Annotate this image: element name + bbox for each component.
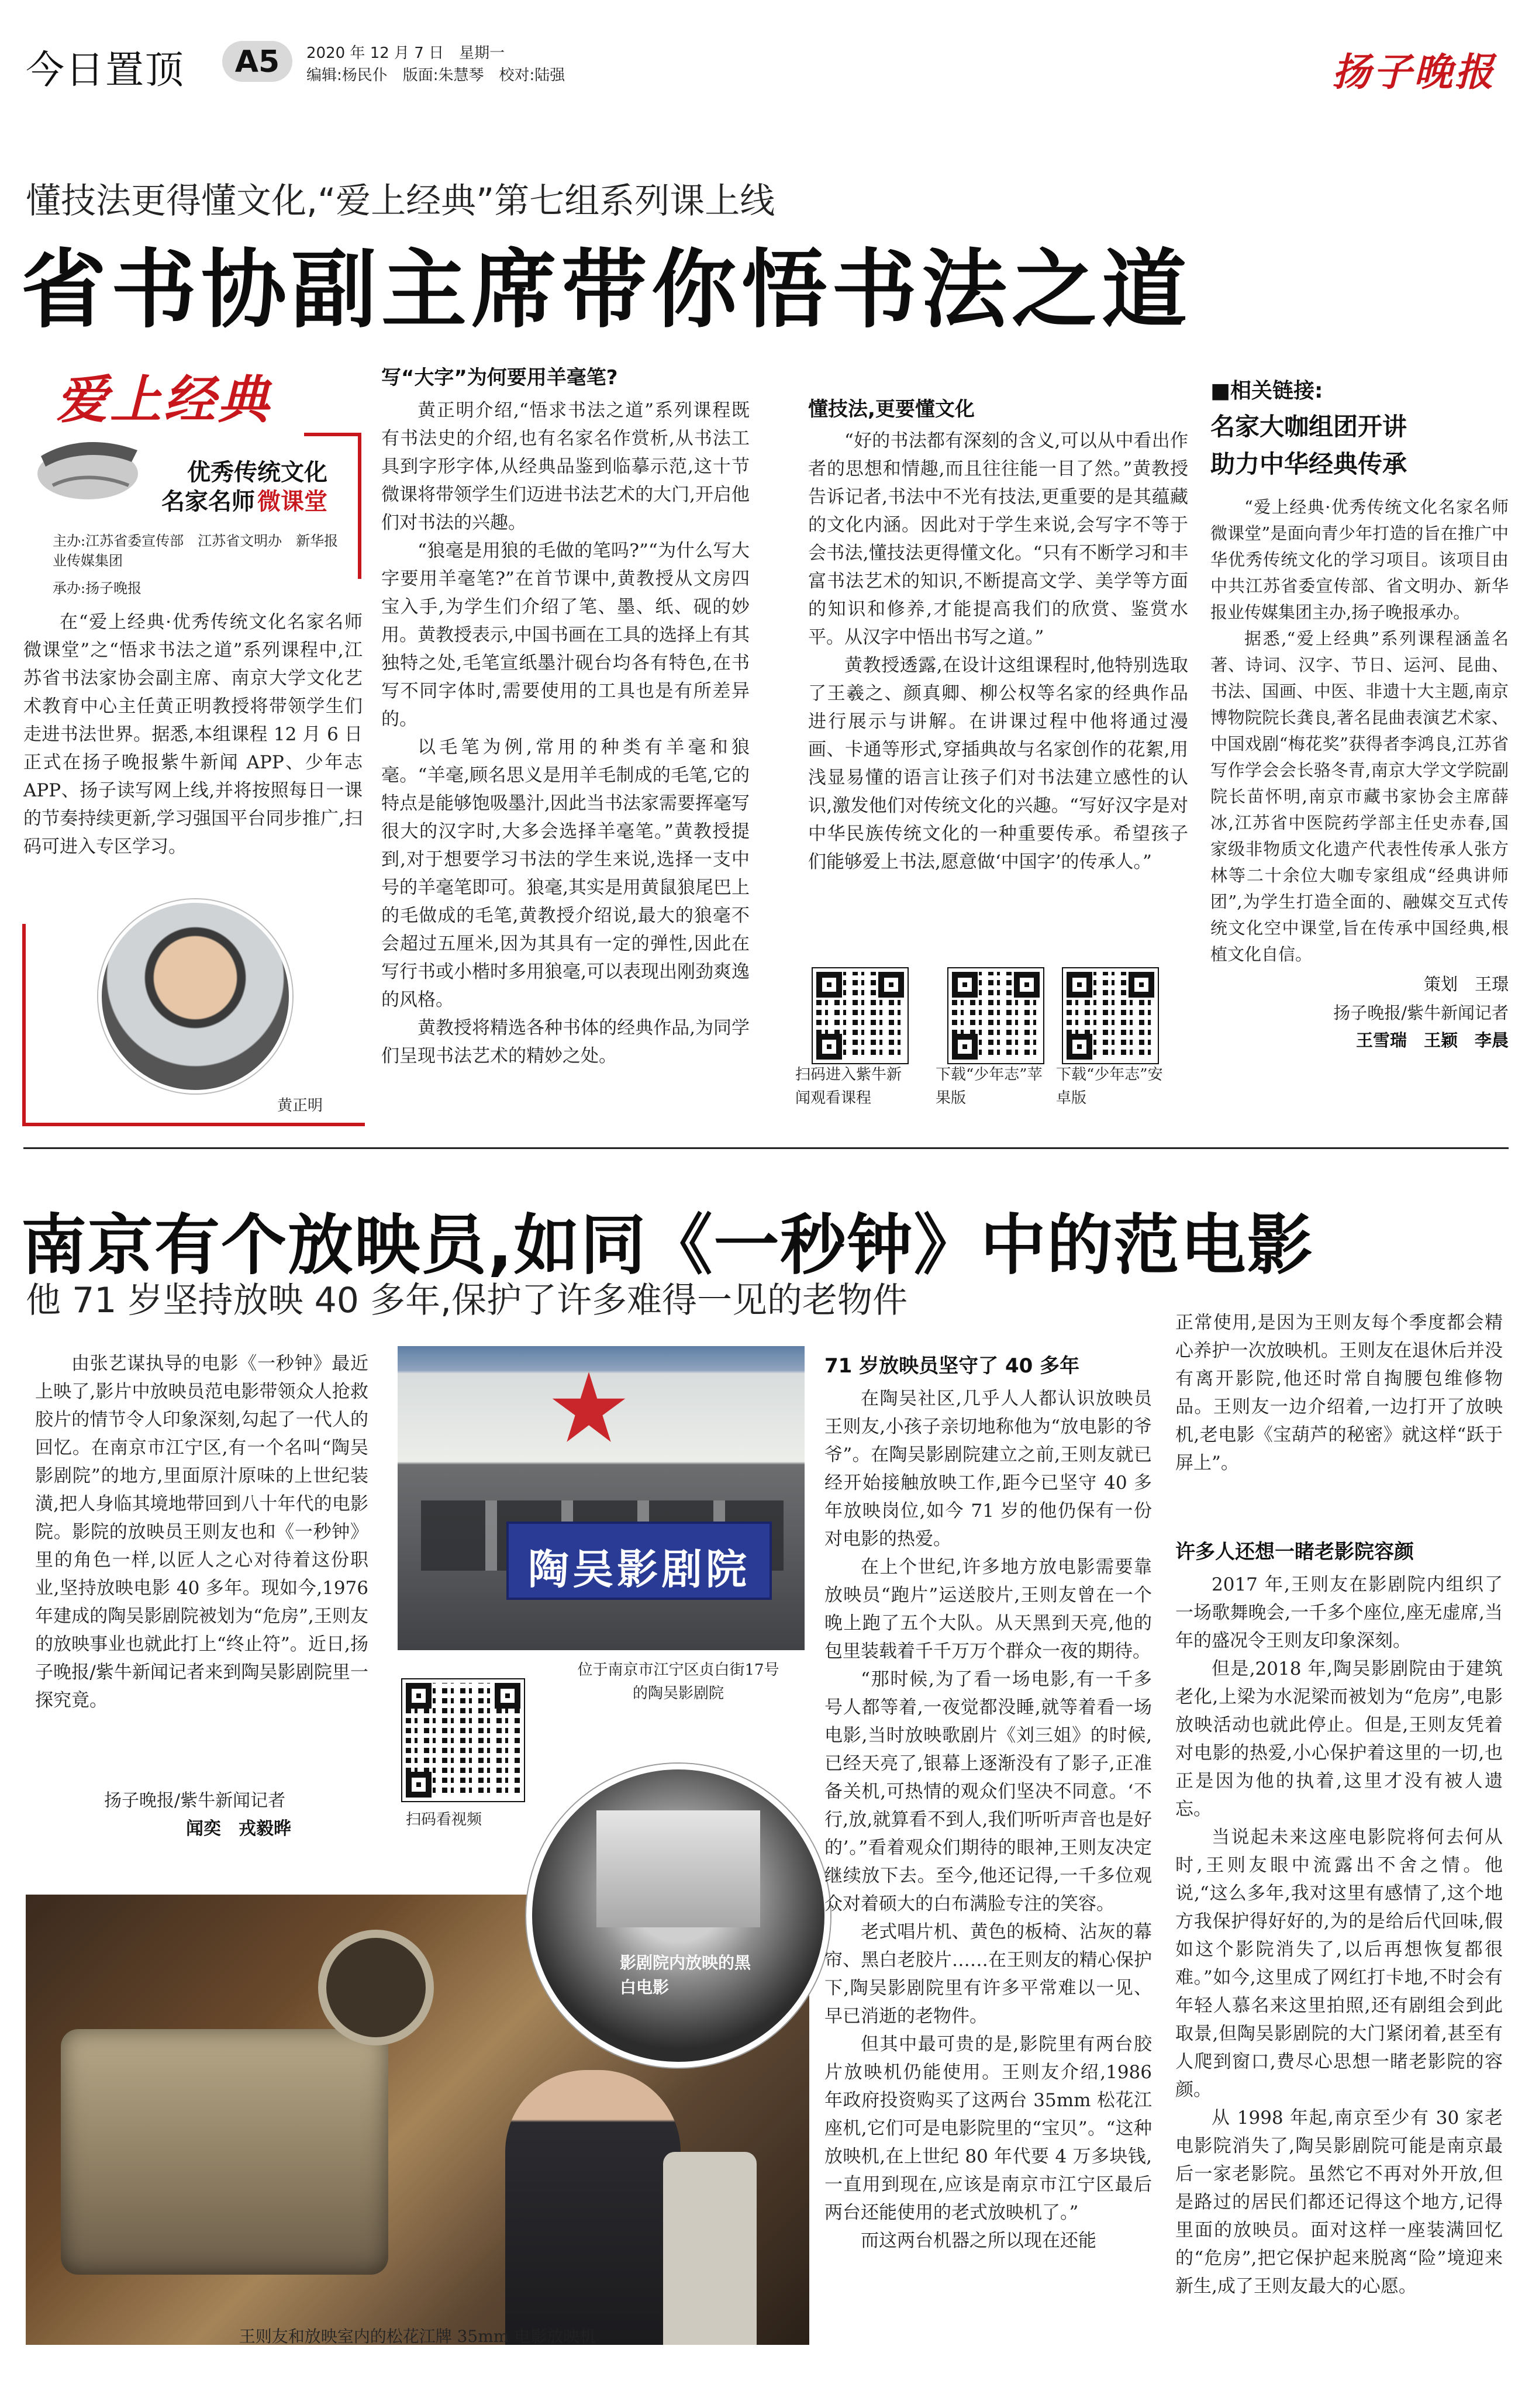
circle-caption: 影剧院内放映的黑白电影 <box>620 1953 751 1997</box>
article2-col3-body: 2017 年,王则友在影剧院内组织了一场歌舞晚会,一千多个座位,座无虚席,当年的盛况令王则友印象深刻。 但是,2018 年,陶吴影剧院由于建筑老化,上梁为水泥梁而被划为“危房”,电影放映活动也就此停止。但是,王则友凭着对电影的热爱,小心保护着这里的一切,也正是因为他的执着,这里才没有被人遗忘。 当说起未来这座电影院将何去何从时,王则友眼中流露出不舍之情。他说,“这么多年,我对这里有感情了,这个地方我保护得好好的,为的是给后代回味,假如这个影院消失了,以后再想恢复都很难。”如今,这里成了网红打卡地,不时会有年轻人慕名来这里拍照,还有剧组会到此取景,但陶吴影剧院的大门紧闭着,甚至有人爬到窗口,费尽心思想一睹老影院的容颜。 从 1998 年起,南京至少有 30 家老电影院消失了,陶吴影剧院可能是南京最后一家老影院。虽然它不再对外开放,但是路过的居民们都还记得这个地方,记得里面的放映员。面对这样一座装满回忆的“危房”,把它保护起来脱离“险”境迎来新生,成了王则友最大的心愿。 <box>1175 1574 1503 2297</box>
projectionist-figure <box>505 2070 681 2345</box>
article2-col2-body: 在陶吴社区,几乎人人都认识放映员王则友,小孩子亲切地称他为“放电影的爷爷”。在陶吴影剧院建立之前,王则友就已经开始接触放映工作,距今已坚守 40 多年放映岗位,如今 71 岁的他仍保有一份对电影的热爱。 在上个世纪,许多地方放电影需要靠放映员“跑片”运送胶片,王则友曾在一个晚上跑了五个大队。从天黑到天亮,他的包里装载着千千万万个群众一夜的期待。 “那时候,为了看一场电影,有一千多号人都等着,一夜觉都没睡,就等着看一场电影,当时放映歌剧片《刘三姐》的时候,已经天亮了,银幕上逐渐没有了影子,正准备关机,可热情的观众们坚决不同意。‘不行,放,就算看不到人,我们听听声音也是好的’。”看着观众们期待的眼神,王则友决定继续放下去。至今,他还记得,一千多位观众对着硕大的白布满脸专注的笑容。 老式唱片机、黄色的板椅、沾灰的幕帘、黑白老胶片……在王则友的精心保护下,陶吴影剧院里有许多平常难以一见、早已消逝的老物件。 但其中最可贵的是,影院里有两台胶片放映机仍能使用。王则友介绍,1986 年政府投资购买了这两台 35mm 松花江座机,它们可是电影院里的“宝贝”。“这种放映机,在上世纪 80 年代要 4 万多块钱,一直用到现在,应该是南京市江宁区最后两台还能使用的老式放映机了。” 而这两台机器之所以现在还能 <box>824 1388 1152 2251</box>
qr-caption-ios: 下载“少年志”苹果版 <box>936 1066 1043 1107</box>
film-screen <box>596 1810 760 1927</box>
qr-video-caption: 扫码看视频 <box>406 1811 482 1829</box>
article1-col3-head: 懂技法,更要懂文化 <box>808 398 975 421</box>
portrait-caption: 黄正明 <box>277 1097 323 1115</box>
qr-code-zniu[interactable] <box>813 968 908 1063</box>
section-title: 今日置顶 <box>26 47 185 92</box>
sidebar-label: ■相关链接: <box>1210 379 1323 403</box>
theater-facade-photo <box>398 1346 805 1650</box>
course-logo-sub2-tag: 微课堂 <box>257 488 327 515</box>
qr-code-video[interactable] <box>402 1679 524 1801</box>
sponsors-line: 主办:江苏省委宣传部 江苏省文明办 新华报业传媒集团 <box>53 533 339 569</box>
sidebar-body: “爱上经典·优秀传统文化名家名师微课堂”是面向青少年打造的旨在推广中华优秀传统文化的学习项目。该项目由中共江苏省委宣传部、省文明办、新华报业传媒集团主办,扬子晚报承办。 据悉,“爱上经典”系列课程涵盖名著、诗词、汉字、节日、运河、昆曲、书法、国画、中医、非遗十大主题,南京博物院院长龚良,著名昆曲表演艺术家、中国戏剧“梅花奖”获得者李鸿良,江苏省写作学会会长骆冬青,南京大学文学院副院长苗怀明,南京市藏书家协会主席薛冰,江苏省中医院药学部主任史赤春,国家级非物质文化遗产代表性传承人张方林等二十余位大咖专家组成“经典讲师团”,为学生打造全面的、融媒交互式传统文化空中课堂,旨在传承中国经典,根植文化自信。 <box>1210 497 1509 964</box>
sidebar-title-2: 助力中华经典传承 <box>1210 450 1407 478</box>
article1-intro: 在“爱上经典·优秀传统文化名家名师微课堂”之“悟求书法之道”系列课程中,江苏省书法家协会副主席、南京大学文化艺术教育中心主任黄正明教授将带领学生们走进书法世界。据悉,本组课程 12 月 6 日正式在扬子晚报紫牛新闻 APP、少年志 APP、扬子读写网上线,并将按照每日一课的节奏持续更新,学习强国平台同步推广,扫码可进入专区学习。 <box>23 612 363 857</box>
qr-caption-android: 下载“少年志”安卓版 <box>1056 1066 1163 1107</box>
course-logo-sub2: 名家名师 <box>161 488 255 515</box>
article1-col3-body: “好的书法都有深刻的含义,可以从中看出作者的思想和情趣,而且往往能一目了然。”黄教授告诉记者,书法中不光有技法,更重要的是其蕴藏的文化内涵。因此对于学生来说,会写字不等于会书法,懂技法更得懂文化。“只有不断学习和丰富书法艺术的知识,不断提高文学、美学等方面的知识和修养,才能提高我们的欣赏、鉴赏水平。从汉字中悟出书写之道。” 黄教授透露,在设计这组课程时,他特别选取了王羲之、颜真卿、柳公权等名家的经典作品进行展示与讲解。在讲课过程中他将通过漫画、卡通等形式,穿插典故与名家创作的花絮,用浅显易懂的语言让孩子们对书法建立感性的认识,激发他们对传统文化的兴趣。“写好汉字是对中华民族传统文化的一种重要传承。希望孩子们能够爱上书法,愿意做‘中国字’的传承人。” <box>808 430 1188 872</box>
page-header <box>0 0 1532 105</box>
article1-col2-body: 黄正明介绍,“悟求书法之道”系列课程既有书法史的介绍,也有名家名作赏析,从书法工具到字形字体,从经典品鉴到临摹示范,这十节微课将带领学生们迈进书法艺术的大门,开启他们对书法的兴趣。 “狼毫是用狼的毛做的笔吗?”“为什么写大字要用羊毫笔?”在首节课中,黄教授从文房四宝入手,为学生们介绍了笔、墨、纸、砚的妙用。黄教授表示,中国书画在工具的选择上有其独特之处,毛笔宣纸墨汁砚台均各有特色,在书写不同字体时,需要使用的工具也是有所差异的。 以毛笔为例,常用的种类有羊毫和狼毫。“羊毫,顾名思义是用羊毛制成的毛笔,它的特点是能够饱吸墨汁,因此当书法家需要挥毫写很大的汉字时,大多会选择羊毫笔。”黄教授提到,对于想要学习书法的学生来说,选择一支中号的羊毫笔即可。狼毫,其实是用黄鼠狼尾巴上的毛做成的毛笔,黄教授介绍说,最大的狼毫不会超过五厘米,因为其具有一定的弹性,因此在写行书或小楷时多用狼毫,可以表现出刚劲爽逸的风格。 黄教授将精选各种书体的经典作品,为同学们呈现书法艺术的精妙之处。 <box>381 400 750 1067</box>
portrait-photo <box>98 899 292 1093</box>
date-line: 2020 年 12 月 7 日 星期一 <box>306 44 505 62</box>
projector-body <box>61 2029 388 2275</box>
article1-headline: 省书协副主席带你悟书法之道 <box>21 240 1192 340</box>
projector-photo-caption: 王则友和放映室内的松花江牌 35mm 电影放映机 <box>239 2327 596 2346</box>
masthead-logo: 扬子晚报 <box>1332 49 1496 95</box>
article2-intro: 由张艺谋执导的电影《一秒钟》最近上映了,影片中放映员范电影带领众人抢救胶片的情节令人印象深刻,勾起了一代人的回忆。在南京市江宁区,有一个名叫“陶吴影剧院”的地方,里面原汁原味的上世纪装潢,把人身临其境地带回到八十年代的电影院。影院的放映员王则友也和《一秒钟》里的角色一样,以匠人之心对待着这份职业,坚持放映电影 40 多年。现如今,1976 年建成的陶吴影剧院被划为“危房”,王则友的放映事业也就此打上“终止符”。近日,扬子晚报/紫牛新闻记者来到陶吴影剧院里一探究竟。 <box>35 1353 368 1711</box>
bw-film-circle-photo <box>526 1764 830 2068</box>
sidebar-planner: 策划 王璟 <box>1423 974 1509 994</box>
lab-coat <box>663 2152 757 2345</box>
qr-caption-zniu: 扫码进入紫牛新闻观看课程 <box>795 1066 902 1107</box>
theater-sign <box>506 1522 772 1600</box>
course-logo-sub1: 优秀传统文化 <box>187 458 327 486</box>
brush-icon <box>35 415 140 503</box>
sidebar-reporters-label: 扬子晚报/紫牛新闻记者 <box>1333 1003 1509 1023</box>
article1-col2-head: 写“大字”为何要用羊毫笔? <box>381 366 618 389</box>
article2-col3-head: 许多人还想一睹老影院容颜 <box>1175 1540 1414 1564</box>
page-number-badge <box>222 41 292 82</box>
course-logo-title: 爱上经典 <box>56 369 272 430</box>
organizer-line: 承办:扬子晚报 <box>53 580 142 596</box>
article2-col3-top: 正常使用,是因为王则友每个季度都会精心养护一次放映机。王则友在退休后并没有离开影院,他还时常自掏腰包维修物品。王则友一边介绍着,一边打开了放映机,老电影《宝葫芦的秘密》就这样“跃于屏上”。 <box>1175 1312 1503 1474</box>
course-logo-sub2-row <box>161 483 327 516</box>
section-divider <box>23 1147 1509 1149</box>
article1-kicker: 懂技法更得懂文化,“爱上经典”第七组系列课上线 <box>26 181 775 222</box>
red-star-icon <box>551 1372 627 1444</box>
editors-line: 编辑:杨民仆 版面:朱慧琴 校对:陆强 <box>306 67 565 84</box>
qr-code-android[interactable] <box>1063 968 1158 1063</box>
qr-code-ios[interactable] <box>948 968 1043 1063</box>
film-reel <box>318 1930 434 2045</box>
related-links-sidebar <box>1210 374 1509 1051</box>
article2-byline-names: 闻奕 戎毅晔 <box>186 1819 291 1839</box>
article2-byline-label: 扬子晚报/紫牛新闻记者 <box>104 1791 286 1811</box>
article2-subhead: 他 71 岁坚持放映 40 多年,保护了许多难得一见的老物件 <box>26 1280 908 1321</box>
article2-headline: 南京有个放映员,如同《一秒钟》中的范电影 <box>21 1208 1314 1284</box>
logo-red-line-v <box>358 433 361 579</box>
logo-red-line-h <box>304 433 361 436</box>
theater-photo-caption: 位于南京市江宁区贞白街17号的陶吴影剧院 <box>577 1661 779 1702</box>
theater-sign-text: 陶吴影剧院 <box>528 1545 750 1593</box>
sidebar-reporters: 王雪瑞 王颖 李晨 <box>1355 1030 1509 1050</box>
page-number: A5 <box>234 44 280 80</box>
sidebar-title-1: 名家大咖组团开讲 <box>1210 412 1407 441</box>
article2-col2-head: 71 岁放映员坚守了 40 多年 <box>824 1354 1080 1378</box>
